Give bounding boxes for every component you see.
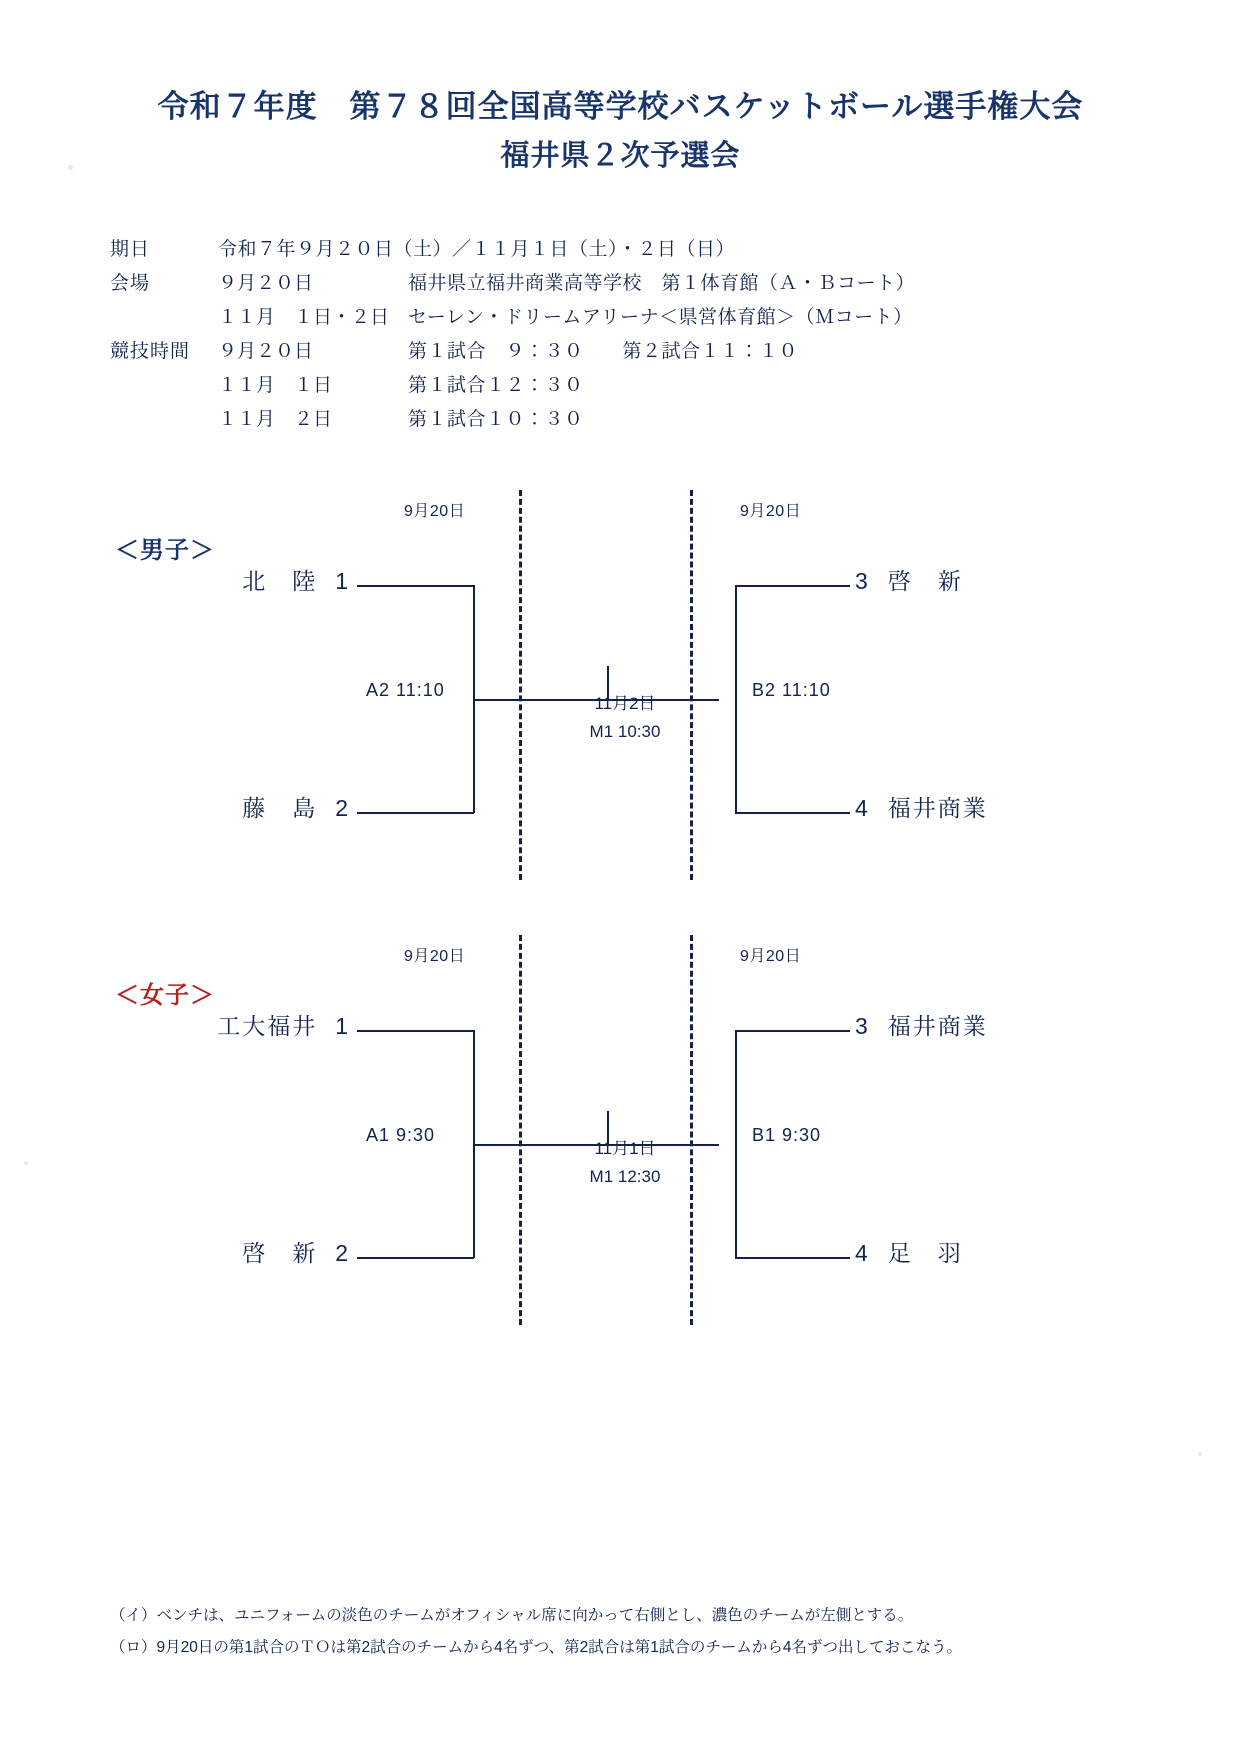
team-entry	[855, 563, 963, 596]
info-row-date	[110, 233, 915, 267]
event-info	[110, 233, 915, 437]
bracket-line	[357, 1257, 474, 1259]
separator-dashed-right	[690, 935, 693, 1325]
info-label-spacer	[110, 403, 218, 437]
info-row-time-1	[110, 335, 915, 369]
footnote-a: （イ）ベンチは、ユニフォームの淡色のチームがオフィシャル席に向かって右側とし、濃色のチームが左側とする。	[110, 1607, 914, 1624]
bracket-women	[0, 935, 1241, 1335]
team-seed: 3	[855, 1013, 870, 1039]
team-entry	[855, 1235, 963, 1268]
category-label-women: ＜女子＞	[115, 982, 215, 1009]
team-name: 福井商業	[887, 795, 988, 821]
final-match-info	[560, 690, 690, 746]
info-subvalue-a: １１月 １日・２日	[218, 307, 390, 328]
final-match-info	[560, 1135, 690, 1191]
team-name: 啓 新	[242, 1240, 318, 1266]
document-title	[0, 88, 1241, 174]
info-value: 令和７年９月２０日（土）／１１月１日（土）・２日（日）	[218, 239, 736, 260]
info-label-spacer	[110, 369, 218, 403]
team-entry	[90, 790, 350, 823]
category-label-men: ＜男子＞	[115, 537, 215, 564]
bracket-date-left: 9月20日	[404, 503, 466, 520]
bracket-line	[735, 585, 850, 587]
bracket-line	[735, 812, 850, 814]
team-entry	[855, 790, 988, 823]
info-subvalue-b: セーレン・ドリームアリーナ＜県営体育館＞（Ｍコート）	[408, 307, 913, 328]
team-name: 北 陸	[242, 568, 318, 594]
team-entry	[855, 1008, 988, 1041]
match-code-right: B2 11:10	[752, 680, 831, 700]
info-row-time-2	[110, 369, 915, 403]
info-label: 期日	[110, 239, 151, 260]
footnotes	[110, 1600, 962, 1664]
footnote-b: （ロ）9月20日の第1試合のＴＯは第2試合のチームから4名ずつ、第2試合は第1試合のチームから4名ずつ出しておこなう。	[110, 1639, 962, 1656]
final-date: 11月1日	[594, 1139, 656, 1158]
bracket-date-right: 9月20日	[740, 503, 802, 520]
bracket-men	[0, 490, 1241, 890]
info-label-spacer	[110, 301, 218, 335]
team-name: 啓 新	[887, 568, 963, 594]
info-subvalue-a: １１月 １日	[218, 375, 333, 396]
bracket-line	[357, 812, 474, 814]
info-subvalue-a: １１月 ２日	[218, 409, 333, 430]
bracket-line	[735, 1030, 850, 1032]
info-row-time-3	[110, 403, 915, 437]
separator-dashed-left	[519, 490, 522, 880]
bracket-line	[357, 585, 474, 587]
team-seed: 4	[855, 1240, 870, 1266]
team-seed: 2	[335, 795, 350, 821]
team-entry	[90, 1235, 350, 1268]
bracket-line	[735, 1030, 737, 1258]
info-subvalue-b: 第１試合１０：３０	[408, 409, 584, 430]
team-entry	[90, 563, 350, 596]
bracket-line	[735, 585, 737, 813]
team-seed: 4	[855, 795, 870, 821]
match-code-right: B1 9:30	[752, 1125, 822, 1145]
team-seed: 3	[855, 568, 870, 594]
bracket-date-left: 9月20日	[404, 948, 466, 965]
team-name: 足 羽	[887, 1240, 963, 1266]
info-subvalue-b: 第１試合１２：３０	[408, 375, 584, 396]
bracket-date-right: 9月20日	[740, 948, 802, 965]
team-name: 藤 島	[242, 795, 318, 821]
bracket-line	[357, 1030, 474, 1032]
info-label: 会場	[110, 273, 151, 294]
info-subvalue-a: ９月２０日	[218, 273, 314, 294]
final-match-code: M1 12:30	[589, 1167, 661, 1186]
title-line-1: 令和７年度 第７８回全国高等学校バスケットボール選手権大会	[157, 89, 1084, 124]
bracket-line	[735, 1257, 850, 1259]
separator-dashed-right	[690, 490, 693, 880]
final-match-code: M1 10:30	[589, 722, 661, 741]
info-label: 競技時間	[110, 341, 191, 362]
final-date: 11月2日	[594, 694, 656, 713]
team-seed: 2	[335, 1240, 350, 1266]
match-code-left: A2 11:10	[366, 680, 445, 700]
info-row-venue-1	[110, 267, 915, 301]
info-subvalue-a: ９月２０日	[218, 341, 314, 362]
info-subvalue-b: 第１試合 ９：３０ 第２試合１１：１０	[408, 341, 799, 362]
team-name: 福井商業	[887, 1013, 988, 1039]
info-subvalue-b: 福井県立福井商業高等学校 第１体育館（Ａ・Ｂコート）	[408, 273, 916, 294]
title-line-2: 福井県２次予選会	[500, 140, 741, 173]
separator-dashed-left	[519, 935, 522, 1325]
info-row-venue-2	[110, 301, 915, 335]
team-seed: 1	[335, 1013, 350, 1039]
team-name: 工大福井	[217, 1013, 318, 1039]
team-seed: 1	[335, 568, 350, 594]
team-entry	[90, 1008, 350, 1041]
match-code-left: A1 9:30	[366, 1125, 436, 1145]
scan-speck	[1198, 1452, 1202, 1456]
